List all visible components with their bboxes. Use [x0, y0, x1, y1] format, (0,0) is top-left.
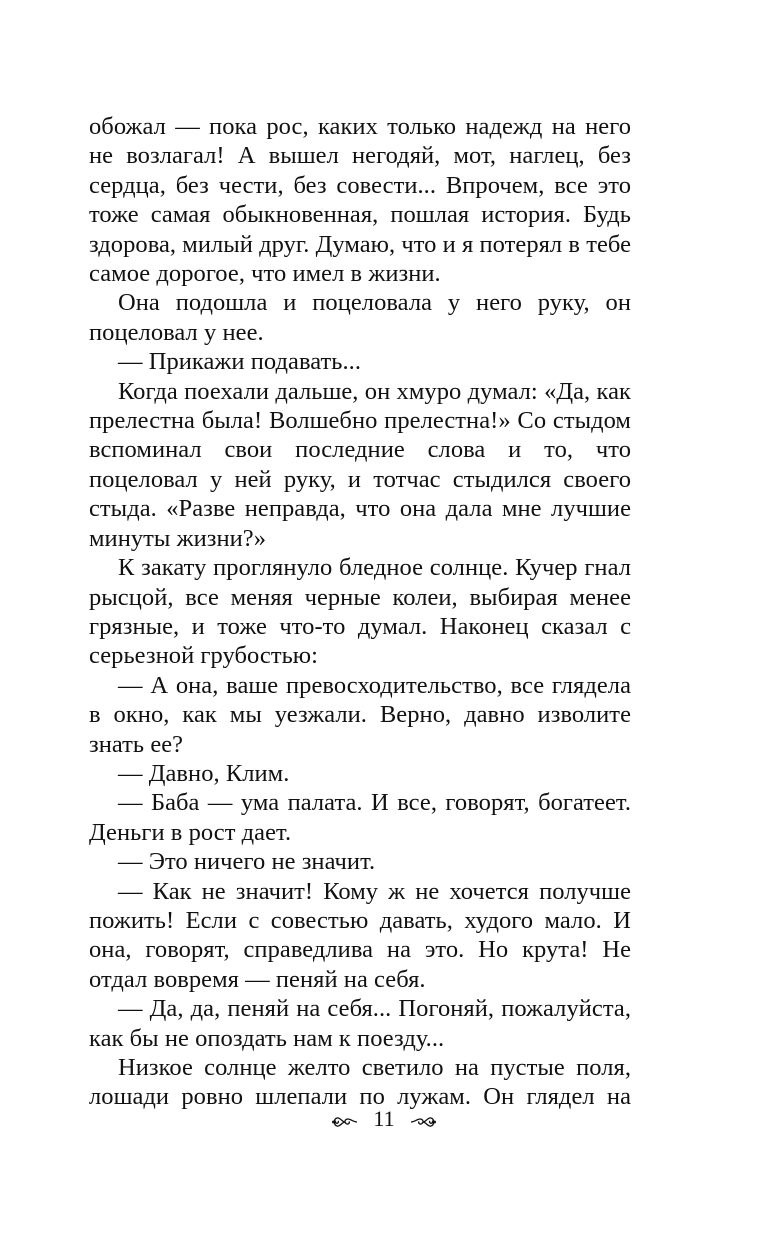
dialogue-line: — А она, ваше превосходительство, все глядела в окно, как мы уезжали. Верно, давно изволите знать ее? [89, 671, 631, 758]
paragraph: Низкое солнце желто светило на пустые поля, лошади ровно шлепали по лужам. Он глядел на [89, 1054, 631, 1111]
paragraph: обожал — пока рос, каких только надежд на него не возлагал! А вышел негодяй, мот, наглец, без сердца, без чести, без совести... Впрочем, все это тоже самая обыкновенная, пошлая история. Будь здорова, милый друг. Думаю, что и я потерял в тебе самое дорогое, что имел в жизни. [89, 113, 631, 288]
book-page-text [89, 112, 631, 1112]
paragraph: К закату проглянуло бледное солнце. Кучер гнал рысцой, все меняя черные колеи, выбирая менее грязные, и тоже что-то думал. Наконец сказал с серьезной грубостью: [89, 554, 631, 670]
dialogue-line: — Прикажи подавать... [118, 348, 362, 376]
dialogue-line: — Как не значит! Кому ж не хочется получше пожить! Если с совестью давать, худого мало. И она, говорят, справедлива на это. Но крута! Не отдал вовремя — пеняй на себя. [89, 877, 631, 993]
dialogue-line: — Давно, Клим. [118, 759, 290, 787]
paragraph: Она подошла и поцеловала у него руку, он поцеловал у нее. [89, 289, 631, 346]
dialogue-line: — Баба — ума палата. И все, говорят, богатеет. Деньги в рост дает. [89, 789, 631, 846]
dialogue-line: — Да, да, пеняй на себя... Погоняй, пожалуйста, как бы не опоздать нам к поезду... [89, 995, 631, 1052]
dialogue-line: — Это ничего не значит. [118, 848, 376, 876]
fleuron-right-icon [409, 1110, 437, 1128]
fleuron-left-icon [331, 1110, 359, 1128]
paragraph: Когда поехали дальше, он хмуро думал: «Да, как прелестна была! Волшебно прелестна!» Со стыдом вспоминал свои последние слова и то, что поцеловал у ней руку, и тотчас стыдился своего стыда. «Разве неправда, что она дала мне лучшие минуты жизни?» [89, 377, 631, 552]
page-footer [0, 1103, 768, 1133]
page-number: 11 [373, 1105, 395, 1131]
